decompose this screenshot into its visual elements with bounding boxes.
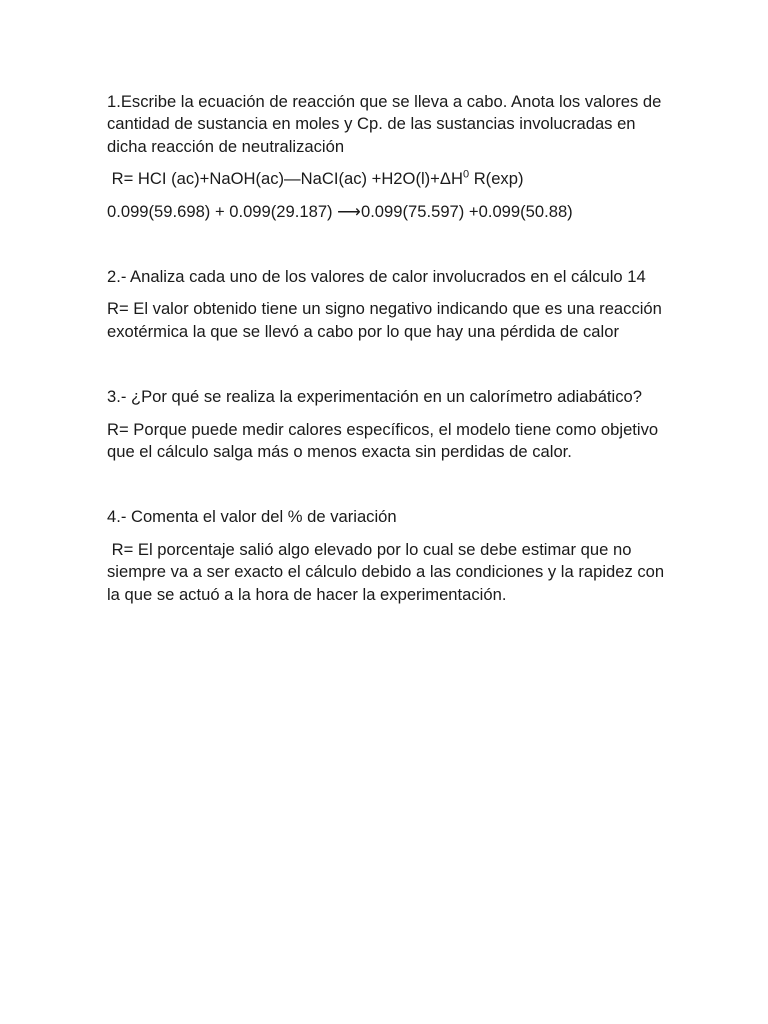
answer-2: R= El valor obtenido tiene un signo negativo indicando que es una reacción exotérmica la que se llevó a cabo por lo que hay una pérdida de calor [107, 299, 667, 341]
document-body [107, 91, 667, 606]
answer-1-equation-text: R= HCI (ac)+NaOH(ac)—NaCI(ac) +H2O(l)+ΔH [107, 169, 463, 189]
question-1: 1.Escribe la ecuación de reacción que se lleva a cabo. Anota los valores de cantidad de sustancia en moles y Cp. de las sustancias involucradas en dicha reacción de neutralización [107, 92, 667, 156]
answer-1-calculation: 0.099(59.698) + 0.099(29.187) ⟶0.099(75.597) +0.099(50.88) [107, 201, 573, 221]
answer-1-equation-suffix: R(exp) [469, 169, 524, 189]
answer-1-equation [107, 168, 667, 190]
question-4: 4.- Comenta el valor del % de variación [107, 507, 397, 527]
question-2: 2.- Analiza cada uno de los valores de calor involucrados en el cálculo 14 [107, 267, 646, 287]
answer-1-superscript: 0 [462, 168, 470, 181]
answer-4: R= El porcentaje salió algo elevado por lo cual se debe estimar que no siempre va a ser exacto el cálculo debido a las condiciones y la rapidez con la que se actuó a la hora de hacer la experimentación. [107, 539, 669, 604]
question-3: 3.- ¿Por qué se realiza la experimentación en un calorímetro adiabático? [107, 387, 642, 407]
answer-3: R= Porque puede medir calores específicos, el modelo tiene como objetivo que el cálculo salga más o menos exacta sin perdidas de calor. [107, 419, 663, 462]
